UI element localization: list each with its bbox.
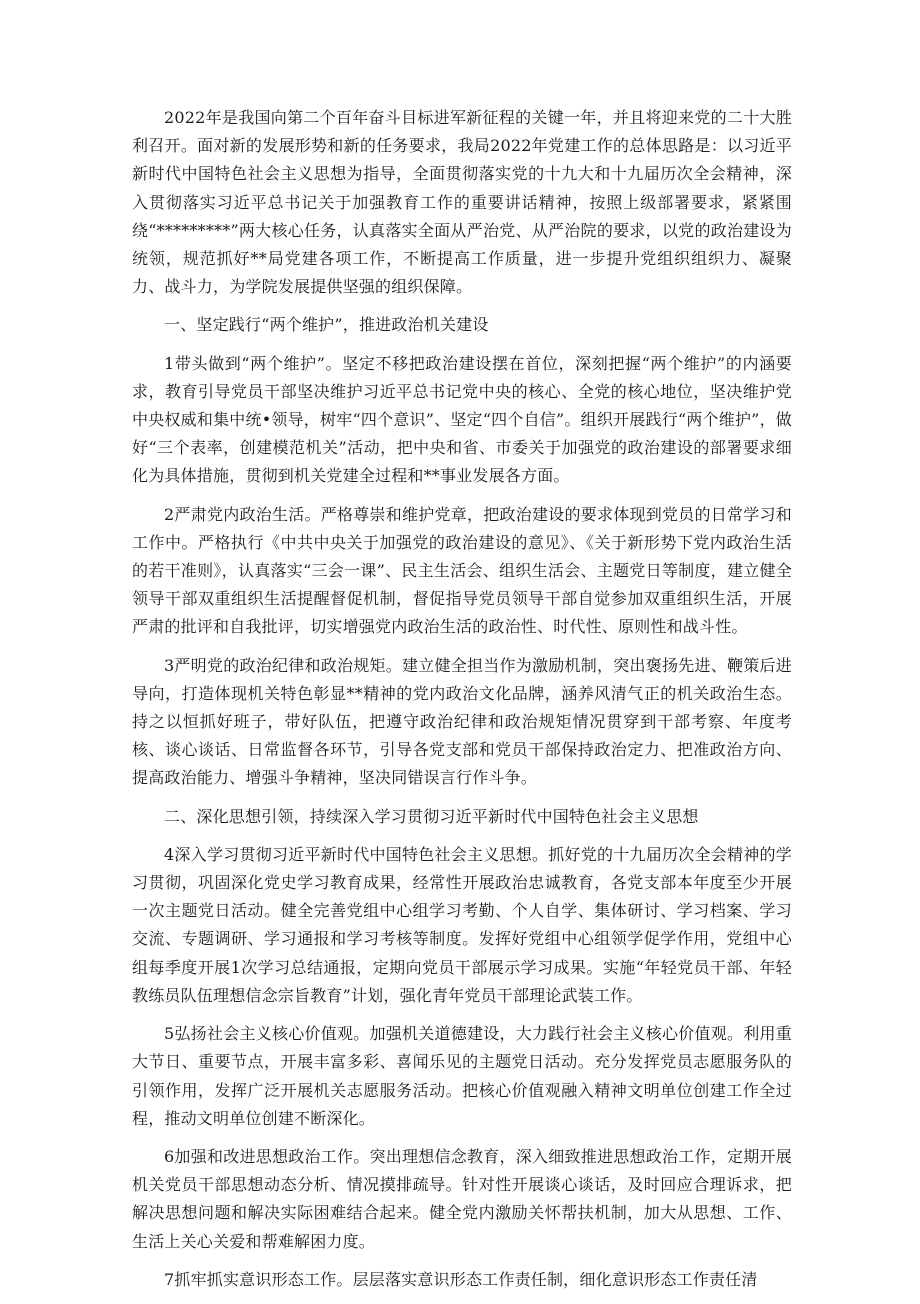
- item-paragraph-4: 4深入学习贯彻习近平新时代中国特色社会主义思想。抓好党的十九届历次全会精神的学习贯彻，巩固深化党史学习教育成果，经常性开展政治忠诚教育，各党支部本年度至少开展一次主题党日活动。健全完善党组中心组学习考勤、个人自学、集体研讨、学习档案、学习交流、专题调研、学习通报和学习考核等制度。发挥好党组中心组领学促学作用，党组中心组每季度开展1次学习总结通报，定期向党员干部展示学习成果。实施“年轻党员干部、年轻教练员队伍理想信念宗旨教育”计划，强化青年党员干部理论武装工作。: [132, 844, 792, 1005]
- item-paragraph-6: 6加强和改进思想政治工作。突出理想信念教育，深入细致推进思想政治工作，定期开展机关党员干部思想动态分析、情况摸排疏导。针对性开展谈心谈话，及时回应合理诉求，把解决思想问题和解决实际困难结合起来。健全党内激励关怀帮扶机制，加大从思想、工作、生活上关心关爱和帮难解困力度。: [132, 1146, 792, 1251]
- item-paragraph-5: 5弘扬社会主义核心价值观。加强机关道德建设，大力践行社会主义核心价值观。利用重大节日、重要节点，开展丰富多彩、喜闻乐见的主题党日活动。充分发挥党员志愿服务队的引领作用，发挥广泛开展机关志愿服务活动。把核心价值观融入精神文明单位创建工作全过程，推动文明单位创建不断深化。: [132, 1024, 792, 1128]
- item-paragraph-7: 7抓牢抓实意识形态工作。层层落实意识形态工作责任制，细化意识形态工作责任清: [164, 1269, 758, 1289]
- intro-paragraph: 2022年是我国向第二个百年奋斗目标进军新征程的关键一年，并且将迎来党的二十大胜利召开。面对新的发展形势和新的任务要求，我局2022年党建工作的总体思路是：以习近平新时代中国特色社会主义思想为指导，全面贯彻落实党的十九大和十九届历次全会精神，深入贯彻落实习近平总书记关于加强教育工作的重要讲话精神，按照上级部署要求，紧紧围绕“*********”两大核心任务，认真落实全面从严治党、从严治院的要求，以党的政治建设为统领，规范抓好**局党建各项工作，不断提高工作质量，进一步提升党组织组织力、凝聚力、战斗力，为学院发展提供坚强的组织保障。: [132, 108, 792, 297]
- document-body: [132, 104, 792, 1304]
- item-paragraph-1: 1带头做到“两个维护”。坚定不移把政治建设摆在首位，深刻把握“两个维护”的内涵要求，教育引导党员干部坚决维护习近平总书记党中央的核心、全党的核心地位，坚决维护党中央权威和集中统•领导，树牢“四个意识”、坚定“四个自信”。组织开展践行“两个维护”，做好“三个表率，创建模范机关”活动，把中央和省、市委关于加强党的政治建设的部署要求细化为具体措施，贯彻到机关党建全过程和**事业发展各方面。: [132, 353, 792, 486]
- section-heading-2: 二、深化思想引领，持续深入学习贯彻习近平新时代中国特色社会主义思想: [164, 806, 699, 826]
- item-paragraph-3: 3严明党的政治纪律和政治规矩。建立健全担当作为激励机制，突出褒扬先进、鞭策后进导向，打造体现机关特色彰显**精神的党内政治文化品牌，涵养风清气正的机关政治生态。持之以恒抓好班子，带好队伍，把遵守政治纪律和政治规矩情况贯穿到干部考察、年度考核、谈心谈话、日常监督各环节，引导各党支部和党员干部保持政治定力、把准政治方向、提高政治能力、增强斗争精神，坚决同错误言行作斗争。: [132, 655, 792, 788]
- section-heading-1: 一、坚定践行“两个维护”，推进政治机关建设: [164, 315, 489, 335]
- item-paragraph-2: 2严肃党内政治生活。严格尊崇和维护党章，把政治建设的要求体现到党员的日常学习和工作中。严格执行《中共中央关于加强党的政治建设的意见》、《关于新形势下党内政治生活的若干准则》，认真落实“三会一课”、民主生活会、组织生活会、主题党日等制度，建立健全领导干部双重组织生活提醒督促机制，督促指导党员领导干部自觉参加双重组织生活，开展严肃的批评和自我批评，切实增强党内政治生活的政治性、时代性、原则性和战斗性。: [132, 504, 792, 637]
